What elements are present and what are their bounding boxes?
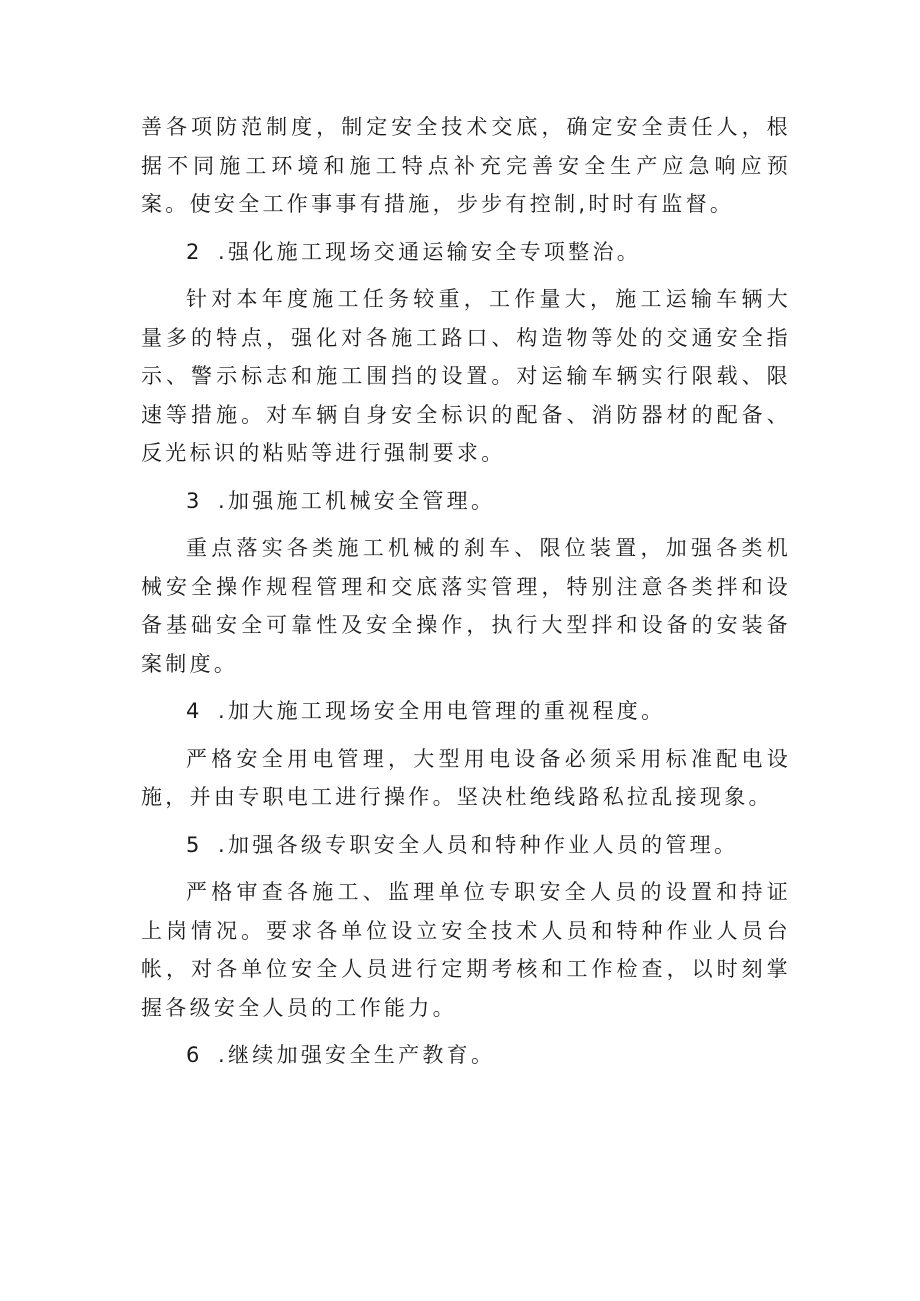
section-number: 2 [186, 239, 203, 264]
section-number: 4 [186, 699, 203, 723]
section-number: 6 [186, 1043, 203, 1067]
section-heading-5 [141, 826, 791, 865]
section-title: .加大施工现场安全用电管理的重视程度。 [218, 699, 666, 723]
paragraph-machinery: 重点落实各类施工机械的刹车、限位装置，加强各类机械安全操作规程管理和交底落实管理，特别注意各类拌和设备基础安全可靠性及安全操作，执行大型拌和设备的安装备案制度。 [141, 536, 791, 676]
section-heading-3 [141, 482, 791, 521]
section-heading-2 [141, 233, 791, 272]
section-heading-4 [141, 692, 791, 731]
section-title: .继续加强安全生产教育。 [218, 1043, 496, 1067]
paragraph-traffic: 针对本年度施工任务较重，工作量大，施工运输车辆大量多的特点，强化对各施工路口、构造物等处的交通安全指示、警示标志和施工围挡的设置。对运输车辆实行限载、限速等措施。对车辆自身安全标识的配备、消防器材的配备、反光标识的粘贴等进行强制要求。 [141, 287, 791, 465]
paragraph-electricity: 严格安全用电管理，大型用电设备必须采用标准配电设施，并由专职电工进行操作。坚决杜绝线路私拉乱接现象。 [141, 746, 791, 809]
section-heading-6 [141, 1036, 791, 1075]
paragraph-personnel: 严格审查各施工、监理单位专职安全人员的设置和持证上岗情况。要求各单位设立安全技术人员和特种作业人员台帐，对各单位安全人员进行定期考核和工作检查，以时刻掌握各级安全人员的工作能力。 [141, 880, 791, 1020]
section-title: .加强各级专职安全人员和特种作业人员的管理。 [218, 832, 739, 857]
section-title: .加强施工机械安全管理。 [218, 488, 496, 513]
document-body [141, 108, 791, 1084]
section-number: 3 [186, 488, 203, 513]
section-number: 5 [186, 832, 203, 857]
paragraph-continued: 善各项防范制度，制定安全技术交底，确定安全责任人，根据不同施工环境和施工特点补充完善安全生产应急响应预案。使安全工作事事有措施，步步有控制,时时有监督。 [141, 115, 791, 216]
section-title: .强化施工现场交通运输安全专项整治。 [218, 239, 642, 264]
